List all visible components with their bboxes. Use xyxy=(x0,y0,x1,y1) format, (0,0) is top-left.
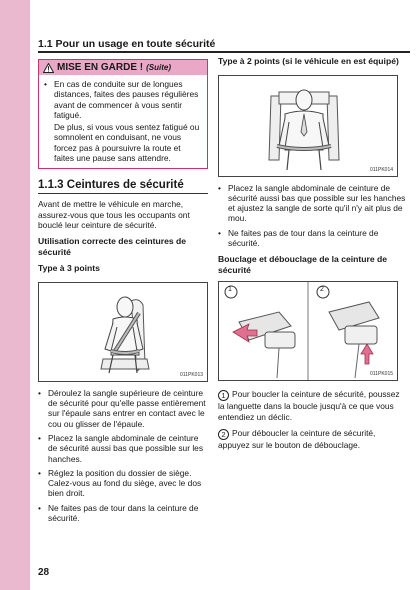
figure-callout-1: 1 xyxy=(228,286,232,294)
buckle-illustration xyxy=(219,282,397,380)
warning-title xyxy=(39,60,207,75)
warning-bullet: • En cas de conduite sur de longues distances, faites des pauses régulières avant de commencer à vous sentir fatigué. xyxy=(44,79,202,120)
list-item: • Placez la sangle abdominale de ceinture de sécurité aussi bas que possible sur les hanches et ajustez la sangle de sorte qu'il n'y ait plus de mou. xyxy=(218,183,408,224)
warning-triangle-icon xyxy=(43,63,54,73)
type2-bullet-list xyxy=(218,183,408,249)
buckle-step-2 xyxy=(218,428,408,450)
figure-3-point-belt xyxy=(38,282,208,382)
step-1-text: Pour boucler la ceinture de sécurité, poussez la languette dans la boucle jusqu'à ce que vous entendiez un déclic. xyxy=(218,389,400,422)
side-tab-bar xyxy=(0,0,30,590)
warning-box xyxy=(38,59,208,169)
section-intro: Avant de mettre le véhicule en marche, assurez-vous que tous les occupants ont bouclé leur ceinture de sécurité. xyxy=(38,199,190,230)
type2-title: Type à 2 points (si le véhicule en est équipé) xyxy=(218,56,399,66)
list-item: • Placez la sangle abdominale de ceinture de sécurité aussi bas que possible sur les hanches. xyxy=(38,433,208,464)
seated-person-2pt-illustration xyxy=(219,76,397,176)
figure-2-point-belt xyxy=(218,75,398,177)
figure-buckle xyxy=(218,281,398,381)
section-title: 1.1.3 Ceintures de sécurité xyxy=(38,179,208,194)
page-number: 28 xyxy=(38,567,50,578)
list-item: • Ne faites pas de tour dans la ceinture de sécurité. xyxy=(38,503,208,524)
warning-body xyxy=(39,75,207,168)
step-number-2: 2 xyxy=(218,429,229,440)
list-item: • Ne faites pas de tour dans la ceinture de sécurité. xyxy=(218,228,408,249)
seated-person-3pt-illustration xyxy=(39,283,207,381)
page-header: 1.1 Pour un usage en toute sécurité xyxy=(38,38,216,50)
step-number-1: 1 xyxy=(218,390,229,401)
figure-callout-2: 2 xyxy=(320,286,324,294)
left-column xyxy=(38,56,208,527)
usage-title: Utilisation correcte des ceintures de sécurité xyxy=(38,236,187,257)
list-item: • Déroulez la sangle supérieure de ceinture de sécurité pour qu'elle passe entièrement sur l'épaule sans entrer en contact avec le cou ou glisser de l'épaule. xyxy=(38,388,208,429)
header-rule xyxy=(38,51,410,53)
figure-code: 011PK014 xyxy=(370,166,393,173)
warning-text: De plus, si vous vous sentez fatigué ou somnolent en conduisant, ne vous forcez pas à poursuivre la route et faites une pause sans attendre. xyxy=(54,122,200,164)
warning-suite: (Suite) xyxy=(146,63,172,72)
figure-code: 011PK013 xyxy=(180,371,203,378)
buckle-step-1 xyxy=(218,389,408,422)
list-item: • Réglez la position du dossier de siège. Calez-vous au fond du siège, avec le dos bien droit. xyxy=(38,468,208,499)
warning-label: MISE EN GARDE ! xyxy=(57,62,144,73)
right-column xyxy=(218,56,408,450)
type3-title: Type à 3 points xyxy=(38,263,100,274)
buckle-title: Bouclage et débouclage de la ceinture de sécurité xyxy=(218,254,388,275)
type3-bullet-list xyxy=(38,388,208,524)
figure-code: 011PK015 xyxy=(370,371,393,378)
step-2-text: Pour déboucler la ceinture de sécurité, appuyez sur le bouton de débouclage. xyxy=(218,427,376,450)
